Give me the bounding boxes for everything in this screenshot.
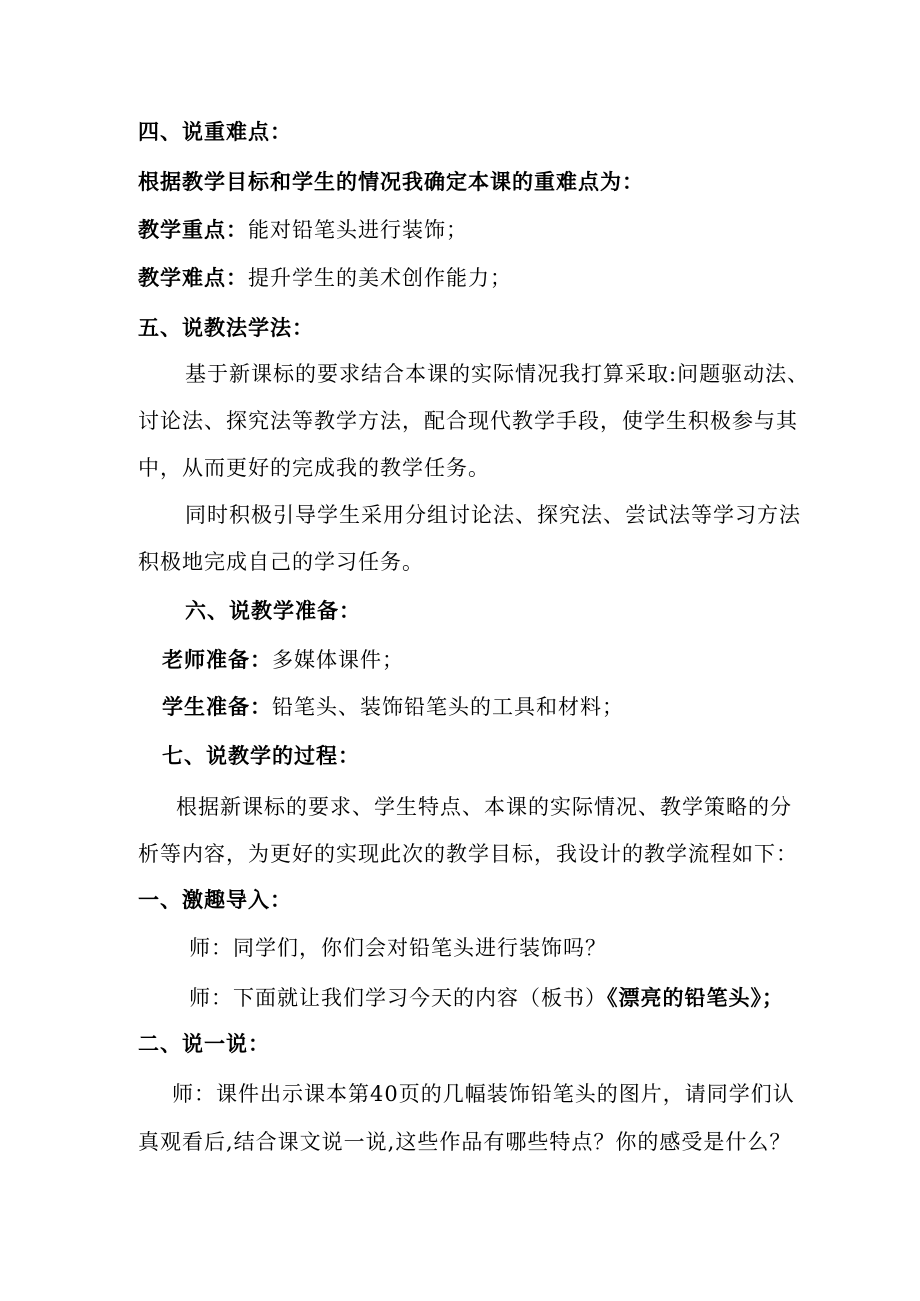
teacher-preparation [162,646,822,674]
methods-para2-line-1: 同时积极引导学生采用分组讨论法、探究法、尝试法等学习方法 [185,503,801,527]
key-points-intro: 根据教学目标和学生的情况我确定本课的重难点为： [138,170,644,194]
methods-para-line-1: 基于新课标的要求结合本课的实际情况我打算采取:问题驱动法、 [185,362,810,386]
methods-para-line-3: 中，从而更好的完成我的教学任务。 [138,456,490,480]
heading-discussion: 二、说一说： [138,1032,270,1056]
process-para-line-1: 根据新课标的要求、学生特点、本课的实际情况、教学策略的分 [176,795,792,819]
heading-introduction: 一、激趣导入： [138,888,292,912]
student-preparation [162,693,822,721]
teaching-difficulty [138,264,798,292]
teaching-focus [138,216,798,244]
heading-process: 七、说教学的过程： [162,744,360,768]
lesson-title: 《漂亮的铅笔头》； [607,986,784,1010]
discussion-para-line-2: 真观看后,结合课文说一说,这些作品有哪些特点？你的感受是什么？ [138,1130,792,1154]
heading-key-points: 四、说重难点： [138,120,292,144]
teaching-difficulty-label: 教学难点： [138,266,248,290]
teacher-preparation-text: 多媒体课件； [272,648,404,672]
methods-para-line-2: 讨论法、探究法等教学方法，配合现代教学手段，使学生积极参与其 [138,409,798,433]
discussion-para-line-1: 师：课件出示课本第40页的几幅装饰铅笔头的图片，请同学们认 [172,1082,795,1106]
student-preparation-label: 学生准备： [162,695,272,719]
student-preparation-text: 铅笔头、装饰铅笔头的工具和材料； [272,695,624,719]
teacher-blackboard-text: 师：下面就让我们学习今天的内容（板书） [189,986,607,1010]
heading-methods: 五、说教法学法： [138,316,314,340]
process-para-line-2: 析等内容，为更好的实现此次的教学目标，我设计的教学流程如下： [138,842,798,866]
teacher-blackboard [189,984,849,1012]
teaching-focus-label: 教学重点： [138,218,248,242]
teacher-preparation-label: 老师准备： [162,648,272,672]
teacher-question: 师：同学们，你们会对铅笔头进行装饰吗？ [189,936,607,960]
methods-para2-line-2: 积极地完成自己的学习任务。 [138,550,424,574]
teaching-focus-text: 能对铅笔头进行装饰； [248,218,468,242]
heading-preparation: 六、说教学准备： [185,599,361,623]
teaching-difficulty-text: 提升学生的美术创作能力； [248,266,512,290]
